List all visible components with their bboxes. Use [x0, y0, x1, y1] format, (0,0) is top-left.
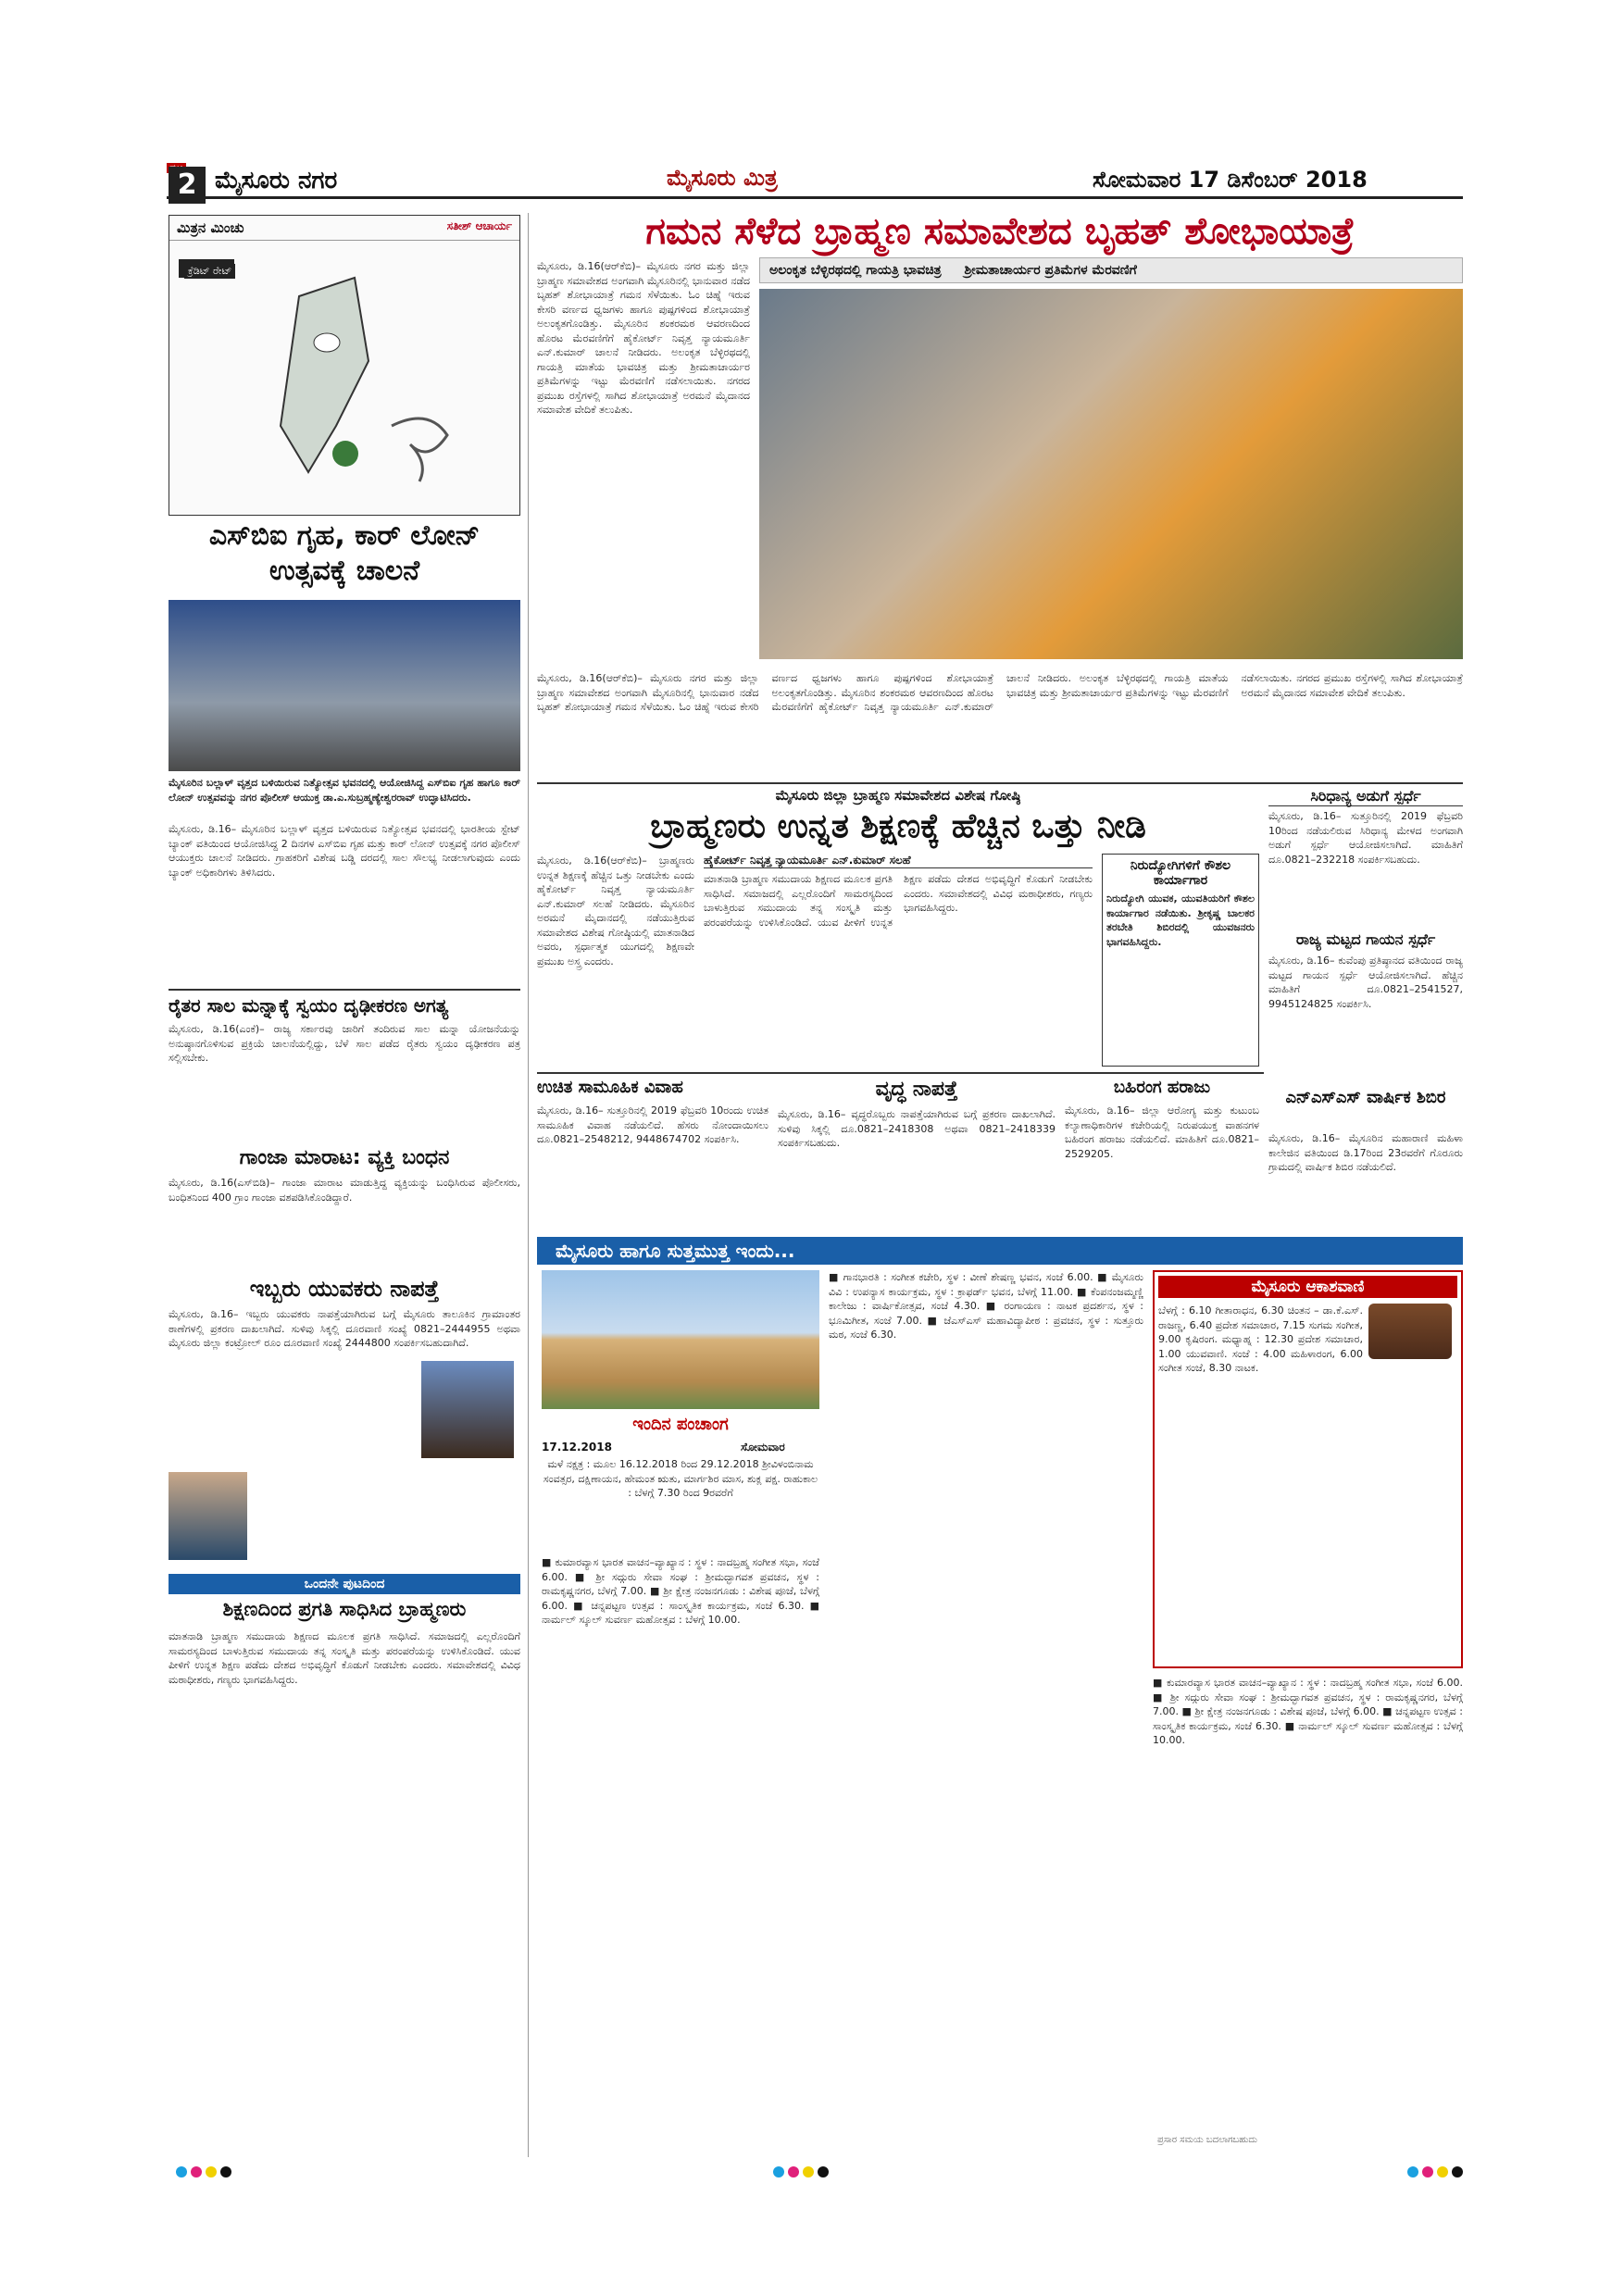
missing-photo-2 — [169, 1472, 247, 1560]
conf-body-2: ಮಾತನಾಡಿ ಬ್ರಾಹ್ಮಣ ಸಮುದಾಯ ಶಿಕ್ಷಣದ ಮೂಲಕ ಪ್ರಗತಿ ಸಾಧಿಸಿದೆ. ಸಮಾಜದಲ್ಲಿ ಎಲ್ಲರೊಂದಿಗೆ ಸಾಮರಸ್ಯದಿಂದ ಬಾಳುತ್ತಿರುವ ಸಮುದಾಯ ತನ್ನ ಸಂಸ್ಕೃತಿ ಮತ್ತು ಪರಂಪರೆಯನ್ನು ಉಳಿಸಿಕೊಂಡಿದೆ. ಯುವ ಪೀಳಿಗೆ ಉನ್ನತ ಶಿಕ್ಷಣ ಪಡೆದು ದೇಶದ ಅಭಿವೃದ್ಧಿಗೆ ಕೊಡುಗೆ ನೀಡಬೇಕು ಎಂದರು. ಸಮಾವೇಶದಲ್ಲಿ ವಿವಿಧ ಮಠಾಧೀಶರು, ಗಣ್ಯರು ಭಾಗವಹಿಸಿದ್ದರು. — [704, 873, 1093, 929]
conf-body: ಮೈಸೂರು, ಡಿ.16(ಆರ್‌ಕೆಬಿ)– ಬ್ರಾಹ್ಮಣರು ಉನ್ನತ ಶಿಕ್ಷಣಕ್ಕೆ ಹೆಚ್ಚಿನ ಒತ್ತು ನೀಡಬೇಕು ಎಂದು ಹೈಕೋರ್ಟ್ ನಿವೃತ್ತ ನ್ಯಾಯಮೂರ್ತಿ ಎನ್.ಕುಮಾರ್ ಸಲಹೆ ನೀಡಿದರು. ಮೈಸೂರಿನ ಅರಮನೆ ಮೈದಾನದಲ್ಲಿ ನಡೆಯುತ್ತಿರುವ ಸಮಾವೇಶದ ವಿಶೇಷ ಗೋಷ್ಠಿಯಲ್ಲಿ ಮಾತನಾಡಿದ ಅವರು, ಸ್ಪರ್ಧಾತ್ಮಕ ಯುಗದಲ್ಲಿ ಶಿಕ್ಷಣವೇ ಪ್ರಮುಖ ಅಸ್ತ್ರ ಎಂದರು. — [537, 855, 694, 967]
nss-body: ಮೈಸೂರು, ಡಿ.16– ಮೈಸೂರಿನ ಮಹಾರಾಣಿ ಮಹಿಳಾ ಕಾಲೇಜಿನ ವತಿಯಿಂದ ಡಿ.17ರಿಂದ 23ರವರೆಗೆ ಗೊರೂರು ಗ್ರಾಮದಲ್ಲಿ ವಾರ್ಷಿಕ ಶಿಬಿರ ನಡೆಯಲಿದೆ. — [1268, 1132, 1463, 1173]
page-number: 2 — [169, 167, 206, 204]
registration-marks — [176, 2166, 231, 2177]
cartoon-box — [169, 215, 520, 516]
auction-headline: ಬಹಿರಂಗ ಹರಾಜು — [1113, 1078, 1211, 1097]
raitha-headline: ರೈತರ ಸಾಲ ಮನ್ನಾಕ್ಕೆ ಸ್ವಯಂ ದೃಢೀಕರಣ ಅಗತ್ಯ — [169, 994, 449, 1017]
palace-image — [542, 1270, 819, 1409]
millet-headline: ಸಿರಿಧಾನ್ಯ ಅಡುಗೆ ಸ್ಪರ್ಧೆ — [1268, 787, 1463, 806]
cartoon-drawing — [169, 241, 519, 509]
nss-headline: ಎನ್‌ಎಸ್‌ಎಸ್ ವಾರ್ಷಿಕ ಶಿಬಿರ — [1285, 1088, 1446, 1107]
footer-note: ಪ್ರಸಾರ ಸಮಯ ಬದಲಾಗಬಹುದು — [1157, 2135, 1258, 2145]
sbi-photo — [169, 600, 520, 771]
auction-body: ಮೈಸೂರು, ಡಿ.16– ಜಿಲ್ಲಾ ಆರೋಗ್ಯ ಮತ್ತು ಕುಟುಂಬ ಕಲ್ಯಾಣಾಧಿಕಾರಿಗಳ ಕಚೇರಿಯಲ್ಲಿ ನಿರುಪಯುಕ್ತ ವಾಹನಗಳ ಬಹಿರಂಗ ಹರಾಜು ನಡೆಯಲಿದೆ. ಮಾಹಿತಿಗೆ ದೂ.0821–2529205. — [1065, 1104, 1259, 1160]
millet-body: ಮೈಸೂರು, ಡಿ.16– ಸುತ್ತೂರಿನಲ್ಲಿ 2019 ಫೆಬ್ರವರಿ 10ರಿಂದ ನಡೆಯಲಿರುವ ಸಿರಿಧಾನ್ಯ ಮೇಳದ ಅಂಗವಾಗಿ ಅಡುಗೆ ಸ್ಪರ್ಧೆ ಆಯೋಜಿಸಲಾಗಿದೆ. ಮಾಹಿತಿಗೆ ದೂ.0821–232218 ಸಂಪರ್ಕಿಸಬಹುದು. — [1268, 810, 1463, 866]
firstpage-headline: ಶಿಕ್ಷಣದಿಂದ ಪ್ರಗತಿ ಸಾಧಿಸಿದ ಬ್ರಾಹ್ಮಣರು — [222, 1598, 467, 1620]
main-body: ಮೈಸೂರು, ಡಿ.16(ಆರ್‌ಕೆಬಿ)– ಮೈಸೂರು ನಗರ ಮತ್ತು ಜಿಲ್ಲಾ ಬ್ರಾಹ್ಮಣ ಸಮಾವೇಶದ ಅಂಗವಾಗಿ ಮೈಸೂರಿನಲ್ಲಿ ಭಾನುವಾರ ನಡೆದ ಬೃಹತ್ ಶೋಭಾಯಾತ್ರೆ ಗಮನ ಸೆಳೆಯಿತು. ಓಂ ಚಿಹ್ನೆ ಇರುವ ಕೇಸರಿ ವರ್ಣದ ಧ್ವಜಗಳು ಹಾಗೂ ಪುಷ್ಪಗಳಿಂದ ಶೋಭಾಯಾತ್ರೆ ಅಲಂಕೃತಗೊಂಡಿತ್ತು. ಮೈಸೂರಿನ ಶಂಕರಮಠ ಆವರಣದಿಂದ ಹೊರಟ ಮೆರವಣಿಗೆಗೆ ಹೈಕೋರ್ಟ್ ನಿವೃತ್ತ ನ್ಯಾಯಮೂರ್ತಿ ಎನ್.ಕುಮಾರ್ ಚಾಲನೆ ನೀಡಿದರು. ಅಲಂಕೃತ ಬೆಳ್ಳಿರಥದಲ್ಲಿ ಗಾಯತ್ರಿ ಮಾತೆಯ ಭಾವಚಿತ್ರ ಮತ್ತು ಶ್ರೀಮತಾಚಾರ್ಯರ ಪ್ರತಿಮೆಗಳನ್ನು ಇಟ್ಟು ಮೆರವಣಿಗೆ ನಡೆಸಲಾಯಿತು. ನಗರದ ಪ್ರಮುಖ ರಸ್ತೆಗಳಲ್ಲಿ ಸಾಗಿದ ಶೋಭಾಯಾತ್ರೆ ಅರಮನೆ ಮೈದಾನದ ಸಮಾವೇಶ ವೇದಿಕೆ ತಲುಪಿತು. — [537, 260, 750, 416]
paper-name: ಮೈಸೂರು ಮಿತ್ರ — [667, 165, 778, 191]
panchang-body: ಮಳೆ ನಕ್ಷತ್ರ : ಮೂಲ 16.12.2018 ರಿಂದ 29.12.2018 ಶ್ರೀವಿಳಂಬಿನಾಮ ಸಂವತ್ಸರ, ದಕ್ಷಿಣಾಯನ, ಹೇಮಂತ ಋತು, ಮಾರ್ಗಶಿರ ಮಾಸ, ಶುಕ್ಲ ಪಕ್ಷ. ರಾಹುಕಾಲ : ಬೆಳಗ್ಗೆ 7.30 ರಿಂದ 9ರವರೆಗೆ — [543, 1458, 818, 1499]
missing-body: ಮೈಸೂರು, ಡಿ.16– ಇಬ್ಬರು ಯುವಕರು ನಾಪತ್ತೆಯಾಗಿರುವ ಬಗ್ಗೆ ಮೈಸೂರು ತಾಲೂಕಿನ ಗ್ರಾಮಾಂತರ ಠಾಣೆಗಳಲ್ಲಿ ಪ್ರಕರಣ ದಾಖಲಾಗಿದೆ. ಸುಳಿವು ಸಿಕ್ಕಲ್ಲಿ ದೂರವಾಣಿ ಸಂಖ್ಯೆ 0821–2444955 ಅಥವಾ ಮೈಸೂರು ಜಿಲ್ಲಾ ಕಂಟ್ರೋಲ್ ರೂಂ ದೂರವಾಣಿ ಸಂಖ್ಯೆ 2444800 ಸಂಪರ್ಕಿಸಬಹುದಾಗಿದೆ. — [169, 1308, 520, 1349]
song-body: ಮೈಸೂರು, ಡಿ.16– ಕುವೆಂಪು ಪ್ರತಿಷ್ಠಾನದ ವತಿಯಿಂದ ರಾಜ್ಯ ಮಟ್ಟದ ಗಾಯನ ಸ್ಪರ್ಧೆ ಆಯೋಜಿಸಲಾಗಿದೆ. ಹೆಚ್ಚಿನ ಮಾಹಿತಿಗೆ ದೂ.0821–2541527, 9945124825 ಸಂಪರ್ಕಿಸಿ. — [1268, 955, 1463, 1010]
today-banner: ಮೈಸೂರು ಹಾಗೂ ಸುತ್ತಮುತ್ತ ಇಂದು... — [537, 1237, 1463, 1265]
firstpage-strip: ಒಂದನೇ ಪುಟದಿಂದ — [169, 1574, 520, 1594]
column-divider — [528, 213, 529, 2157]
events-middle: ■ ಗಾನಭಾರತಿ : ಸಂಗೀತ ಕಚೇರಿ, ಸ್ಥಳ : ವೀಣೆ ಶೇಷಣ್ಣ ಭವನ, ಸಂಜೆ 6.00. ■ ಮೈಸೂರು ವಿವಿ : ಉಪನ್ಯಾಸ ಕಾರ್ಯಕ್ರಮ, ಸ್ಥಳ : ಕ್ರಾಫರ್ಡ್ ಭವನ, ಬೆಳಗ್ಗೆ 11.00. ■ ಕೆಂಪನಂಜಮ್ಮಣ್ಣಿ ಕಾಲೇಜು : ವಾರ್ಷಿಕೋತ್ಸವ, ಸಂಜೆ 4.30. ■ ರಂಗಾಯಣ : ನಾಟಕ ಪ್ರದರ್ಶನ, ಸ್ಥಳ : ಭೂಮಿಗೀತ, ಸಂಜೆ 7.00. ■ ಜೆಎಸ್‌ಎಸ್ ಮಹಾವಿದ್ಯಾಪೀಠ : ಪ್ರವಚನ, ಸ್ಥಳ : ಸುತ್ತೂರು ಮಠ, ಸಂಜೆ 6.30. — [829, 1271, 1143, 1341]
divider — [169, 989, 520, 991]
radio-body: ಬೆಳಗ್ಗೆ : 6.10 ಗೀತಾರಾಧನ, 6.30 ಚಿಂತನ – ಡಾ.ಕೆ.ಎಸ್. ರಾಜಣ್ಣ, 6.40 ಪ್ರದೇಶ ಸಮಾಚಾರ, 7.15 ಸುಗಮ ಸಂಗೀತ, 9.00 ಕೃಷಿರಂಗ. ಮಧ್ಯಾಹ್ನ : 12.30 ಪ್ರದೇಶ ಸಮಾಚಾರ, 1.00 ಯುವವಾಣಿ. ಸಂಜೆ : 4.00 ಮಹಿಳಾರಂಗ, 6.00 ಸಂಗೀತ ಸಂಜೆ, 8.30 ನಾಟಕ. — [1158, 1304, 1363, 1374]
song-headline: ರಾಜ್ಯ ಮಟ್ಟದ ಗಾಯನ ಸ್ಪರ್ಧೆ — [1295, 930, 1436, 948]
sbi-body: ಮೈಸೂರು, ಡಿ.16– ಮೈಸೂರಿನ ಬಲ್ಲಾಳ್ ವೃತ್ತದ ಬಳಿಯಿರುವ ನಿತ್ಯೋತ್ಸವ ಭವನದಲ್ಲಿ ಭಾರತೀಯ ಸ್ಟೇಟ್ ಬ್ಯಾಂಕ್ ವತಿಯಿಂದ ಆಯೋಜಿಸಿದ್ದ 2 ದಿನಗಳ ಎಸ್‌ಬಿಐ ಗೃಹ ಮತ್ತು ಕಾರ್ ಲೋನ್ ಉತ್ಸವಕ್ಕೆ ನಗರ ಪೊಲೀಸ್ ಆಯುಕ್ತರು ಚಾಲನೆ ನೀಡಿದರು. ಗ್ರಾಹಕರಿಗೆ ವಿಶೇಷ ಬಡ್ಡಿ ದರದಲ್ಲಿ ಸಾಲ ಸೌಲಭ್ಯ ನೀಡಲಾಗುವುದು ಎಂದು ಬ್ಯಾಂಕ್ ಅಧಿಕಾರಿಗಳು ತಿಳಿಸಿದರು. — [169, 823, 520, 879]
registration-marks-center — [773, 2166, 829, 2177]
procession-photo — [759, 289, 1463, 659]
sbi-headline: ಎಸ್‌ಬಿಐ ಗೃಹ, ಕಾರ್ ಲೋನ್ ಉತ್ಸವಕ್ಕೆ ಚಾಲನೆ — [208, 519, 481, 587]
cartoon-artist: ಸತೀಶ್ ಆಚಾರ್ಯ — [446, 219, 512, 232]
events-left: ■ ಕುಮಾರವ್ಯಾಸ ಭಾರತ ವಾಚನ–ವ್ಯಾಖ್ಯಾನ : ಸ್ಥಳ : ನಾದಬ್ರಹ್ಮ ಸಂಗೀತ ಸಭಾ, ಸಂಜೆ 6.00. ■ ಶ್ರೀ ಸದ್ಗುರು ಸೇವಾ ಸಂಘ : ಶ್ರೀಮದ್ಭಾಗವತ ಪ್ರವಚನ, ಸ್ಥಳ : ರಾಮಕೃಷ್ಣನಗರ, ಬೆಳಗ್ಗೆ 7.00. ■ ಶ್ರೀ ಕ್ಷೇತ್ರ ನಂಜನಗೂಡು : ವಿಶೇಷ ಪೂಜೆ, ಬೆಳಗ್ಗೆ 6.00. ■ ಚನ್ನಪಟ್ಟಣ ಉತ್ಸವ : ಸಾಂಸ್ಕೃತಿಕ ಕಾರ್ಯಕ್ರಮ, ಸಂಜೆ 6.30. ■ ನಾರ್ಮಲ್ ಸ್ಕೂಲ್ ಸುವರ್ಣ ಮಹೋತ್ಸವ : ಬೆಳಗ್ಗೆ 10.00. — [542, 1556, 819, 1626]
jobs-headline: ನಿರುದ್ಯೋಗಿಗಳಿಗೆ ಕೌಶಲ ಕಾರ್ಯಾಗಾರ — [1130, 858, 1231, 888]
conf-sub: ಹೈಕೋರ್ಟ್ ನಿವೃತ್ತ ನ್ಯಾಯಮೂರ್ತಿ ಎನ್.ಕುಮಾರ್ ಸಲಹೆ — [704, 854, 1093, 868]
firstpage-body: ಮಾತನಾಡಿ ಬ್ರಾಹ್ಮಣ ಸಮುದಾಯ ಶಿಕ್ಷಣದ ಮೂಲಕ ಪ್ರಗತಿ ಸಾಧಿಸಿದೆ. ಸಮಾಜದಲ್ಲಿ ಎಲ್ಲರೊಂದಿಗೆ ಸಾಮರಸ್ಯದಿಂದ ಬಾಳುತ್ತಿರುವ ಸಮುದಾಯ ತನ್ನ ಸಂಸ್ಕೃತಿ ಮತ್ತು ಪರಂಪರೆಯನ್ನು ಉಳಿಸಿಕೊಂಡಿದೆ. ಯುವ ಪೀಳಿಗೆ ಉನ್ನತ ಶಿಕ್ಷಣ ಪಡೆದು ದೇಶದ ಅಭಿವೃದ್ಧಿಗೆ ಕೊಡುಗೆ ನೀಡಬೇಕು ಎಂದರು. ಸಮಾವೇಶದಲ್ಲಿ ವಿವಿಧ ಮಠಾಧೀಶರು, ಗಣ್ಯರು ಭಾಗವಹಿಸಿದ್ದರು. — [169, 1630, 520, 1686]
missing-photo-1 — [421, 1361, 514, 1458]
divider — [537, 782, 1463, 784]
main-sub-bar — [759, 257, 1463, 283]
marriage-headline: ಉಚಿತ ಸಾಮೂಹಿಕ ವಿವಾಹ — [537, 1078, 683, 1097]
marriage-body: ಮೈಸೂರು, ಡಿ.16– ಸುತ್ತೂರಿನಲ್ಲಿ 2019 ಫೆಬ್ರವರಿ 10ರಂದು ಉಚಿತ ಸಾಮೂಹಿಕ ವಿವಾಹ ನಡೆಯಲಿದೆ. ಹೆಸರು ನೋಂದಾಯಿಸಲು ದೂ.0821–2548212, 9448674702 ಸಂಪರ್ಕಿಸಿ. — [537, 1104, 768, 1145]
main-sub-2: ಶ್ರೀಮತಾಚಾರ್ಯರ ಪ್ರತಿಮೆಗಳ ಮೆರವಣಿಗೆ — [964, 263, 1137, 278]
main-sub-1: ಅಲಂಕೃತ ಬೆಳ್ಳಿರಥದಲ್ಲಿ ಗಾಯತ್ರಿ ಭಾವಚಿತ್ರ — [769, 263, 942, 278]
radio-icon — [1368, 1304, 1452, 1359]
jobs-body: ನಿರುದ್ಯೋಗಿ ಯುವಕ, ಯುವತಿಯರಿಗೆ ಕೌಶಲ ಕಾರ್ಯಾಗಾರ ನಡೆಯಿತು. ಶ್ರೀಕೃಷ್ಣ ಬಾಲಕರ ತರಬೇತಿ ಶಿಬಿರದಲ್ಲಿ ಯುವಜನರು ಭಾಗವಹಿಸಿದ್ದರು. — [1106, 892, 1255, 948]
panchang-day: ಸೋಮವಾರ — [741, 1441, 785, 1454]
jobs-box — [1102, 854, 1259, 1067]
sbi-caption: ಮೈಸೂರಿನ ಬಲ್ಲಾಳ್ ವೃತ್ತದ ಬಳಿಯಿರುವ ನಿತ್ಯೋತ್ಸವ ಭವನದಲ್ಲಿ ಆಯೋಜಿಸಿದ್ದ ಎಸ್‌ಬಿಐ ಗೃಹ ಹಾಗೂ ಕಾರ್ ಲೋನ್ ಉತ್ಸವವನ್ನು ನಗರ ಪೊಲೀಸ್ ಆಯುಕ್ತ ಡಾ.ಎ.ಸುಬ್ರಹ್ಮಣ್ಯೇಶ್ವರರಾವ್ ಉದ್ಘಾಟಿಸಿದರು. — [169, 777, 520, 804]
issue-date: ಸೋಮವಾರ 17 ಡಿಸೆಂಬರ್ 2018 — [1093, 167, 1368, 193]
section-title: ಮೈಸೂರು ನಗರ — [215, 167, 338, 194]
radio-title: ಮೈಸೂರು ಆಕಾಶವಾಣಿ — [1158, 1276, 1457, 1298]
raitha-body: ಮೈಸೂರು, ಡಿ.16(ಎಂಕೆ)– ರಾಜ್ಯ ಸರ್ಕಾರವು ಜಾರಿಗೆ ತಂದಿರುವ ಸಾಲ ಮನ್ನಾ ಯೋಜನೆಯನ್ನು ಅನುಷ್ಠಾನಗೊಳಿಸುವ ಪ್ರಕ್ರಿಯೆ ಚಾಲನೆಯಲ್ಲಿದ್ದು, ಬೆಳೆ ಸಾಲ ಪಡೆದ ರೈತರು ಸ್ವಯಂ ದೃಢೀಕರಣ ಪತ್ರ ಸಲ್ಲಿಸಬೇಕು. — [169, 1023, 520, 1064]
ganja-headline: ಗಾಂಜಾ ಮಾರಾಟ: ವ್ಯಕ್ತಿ ಬಂಧನ — [239, 1146, 450, 1169]
conf-headline: ಬ್ರಾಹ್ಮಣರು ಉನ್ನತ ಶಿಕ್ಷಣಕ್ಕೆ ಹೆಚ್ಚಿನ ಒತ್ತು ನೀಡಿ — [650, 807, 1146, 845]
registration-marks-right — [1407, 2166, 1463, 2177]
elder-body: ಮೈಸೂರು, ಡಿ.16– ವೃದ್ಧರೊಬ್ಬರು ನಾಪತ್ತೆಯಾಗಿರುವ ಬಗ್ಗೆ ಪ್ರಕರಣ ದಾಖಲಾಗಿದೆ. ಸುಳಿವು ಸಿಕ್ಕಲ್ಲಿ ದೂ.0821–2418308 ಅಥವಾ 0821–2418339 ಸಂಪರ್ಕಿಸಬಹುದು. — [778, 1108, 1056, 1149]
conf-strip: ಮೈಸೂರು ಜಿಲ್ಲಾ ಬ್ರಾಹ್ಮಣ ಸಮಾವೇಶದ ವಿಶೇಷ ಗೋಷ್ಠಿ — [775, 787, 1021, 804]
radio-box — [1153, 1270, 1463, 1668]
missing-headline: ಇಬ್ಬರು ಯುವಕರು ನಾಪತ್ತೆ — [249, 1276, 440, 1302]
panchang-title: ಇಂದಿನ ಪಂಚಾಂಗ — [632, 1415, 729, 1434]
events-right: ■ ಕುಮಾರವ್ಯಾಸ ಭಾರತ ವಾಚನ–ವ್ಯಾಖ್ಯಾನ : ಸ್ಥಳ : ನಾದಬ್ರಹ್ಮ ಸಂಗೀತ ಸಭಾ, ಸಂಜೆ 6.00. ■ ಶ್ರೀ ಸದ್ಗುರು ಸೇವಾ ಸಂಘ : ಶ್ರೀಮದ್ಭಾಗವತ ಪ್ರವಚನ, ಸ್ಥಳ : ರಾಮಕೃಷ್ಣನಗರ, ಬೆಳಗ್ಗೆ 7.00. ■ ಶ್ರೀ ಕ್ಷೇತ್ರ ನಂಜನಗೂಡು : ವಿಶೇಷ ಪೂಜೆ, ಬೆಳಗ್ಗೆ 6.00. ■ ಚನ್ನಪಟ್ಟಣ ಉತ್ಸವ : ಸಾಂಸ್ಕೃತಿಕ ಕಾರ್ಯಕ್ರಮ, ಸಂಜೆ 6.30. ■ ನಾರ್ಮಲ್ ಸ್ಕೂಲ್ ಸುವರ್ಣ ಮಹೋತ್ಸವ : ಬೆಳಗ್ಗೆ 10.00. — [1153, 1677, 1463, 1746]
panchang-date: 17.12.2018 — [542, 1441, 612, 1454]
main-headline: ಗಮನ ಸೆಳೆದ ಬ್ರಾಹ್ಮಣ ಸಮಾವೇಶದ ಬೃಹತ್ ಶೋಭಾಯಾತ್ರೆ — [645, 210, 1355, 253]
main-body-continued: ಮೈಸೂರು, ಡಿ.16(ಆರ್‌ಕೆಬಿ)– ಮೈಸೂರು ನಗರ ಮತ್ತು ಜಿಲ್ಲಾ ಬ್ರಾಹ್ಮಣ ಸಮಾವೇಶದ ಅಂಗವಾಗಿ ಮೈಸೂರಿನಲ್ಲಿ ಭಾನುವಾರ ನಡೆದ ಬೃಹತ್ ಶೋಭಾಯಾತ್ರೆ ಗಮನ ಸೆಳೆಯಿತು. ಓಂ ಚಿಹ್ನೆ ಇರುವ ಕೇಸರಿ ವರ್ಣದ ಧ್ವಜಗಳು ಹಾಗೂ ಪುಷ್ಪಗಳಿಂದ ಶೋಭಾಯಾತ್ರೆ ಅಲಂಕೃತಗೊಂಡಿತ್ತು. ಮೈಸೂರಿನ ಶಂಕರಮಠ ಆವರಣದಿಂದ ಹೊರಟ ಮೆರವಣಿಗೆಗೆ ಹೈಕೋರ್ಟ್ ನಿವೃತ್ತ ನ್ಯಾಯಮೂರ್ತಿ ಎನ್.ಕುಮಾರ್ ಚಾಲನೆ ನೀಡಿದರು. ಅಲಂಕೃತ ಬೆಳ್ಳಿರಥದಲ್ಲಿ ಗಾಯತ್ರಿ ಮಾತೆಯ ಭಾವಚಿತ್ರ ಮತ್ತು ಶ್ರೀಮತಾಚಾರ್ಯರ ಪ್ರತಿಮೆಗಳನ್ನು ಇಟ್ಟು ಮೆರವಣಿಗೆ ನಡೆಸಲಾಯಿತು. ನಗರದ ಪ್ರಮುಖ ರಸ್ತೆಗಳಲ್ಲಿ ಸಾಗಿದ ಶೋಭಾಯಾತ್ರೆ ಅರಮನೆ ಮೈದಾನದ ಸಮಾವೇಶ ವೇದಿಕೆ ತಲುಪಿತು. — [537, 672, 1463, 713]
ganja-body: ಮೈಸೂರು, ಡಿ.16(ಎಸ್‌ಬಿಡಿ)– ಗಾಂಜಾ ಮಾರಾಟ ಮಾಡುತ್ತಿದ್ದ ವ್ಯಕ್ತಿಯನ್ನು ಬಂಧಿಸಿರುವ ಪೊಲೀಸರು, ಬಂಧಿತನಿಂದ 400 ಗ್ರಾಂ ಗಾಂಜಾ ವಶಪಡಿಸಿಕೊಂಡಿದ್ದಾರೆ. — [169, 1177, 520, 1204]
cartoon-caption: ಕ್ರೆಡಿಟ್ ರೇಟ್ — [184, 264, 235, 279]
elder-headline: ವೃದ್ಧ ನಾಪತ್ತೆ — [875, 1078, 958, 1101]
divider — [537, 1072, 1264, 1074]
cartoon-title: ಮಿತ್ರನ ಮಿಂಚು — [177, 219, 244, 236]
